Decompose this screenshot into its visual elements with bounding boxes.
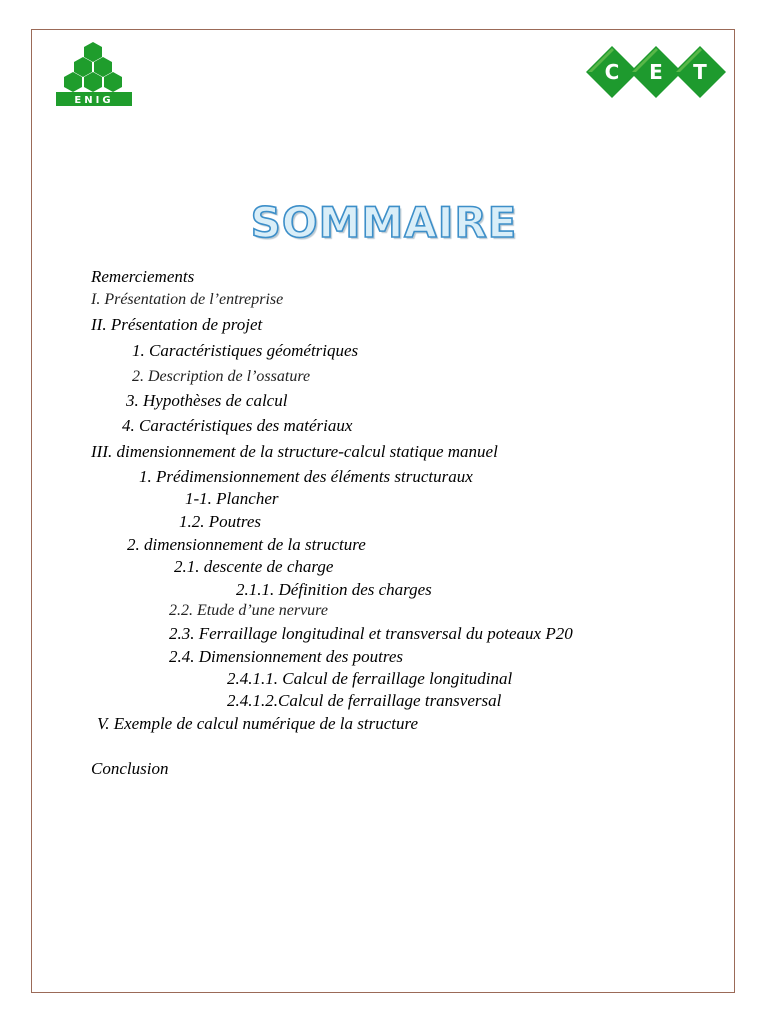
enig-logo-text: ENIG [74, 95, 114, 106]
toc-item: 2.4.1.2.Calcul de ferraillage transversal [227, 691, 502, 710]
toc-item: 1.2. Poutres [179, 512, 262, 531]
cet-letter-c: C [604, 60, 620, 84]
toc-item: II. Présentation de projet [91, 315, 263, 334]
toc-item: I. Présentation de l’entreprise [91, 291, 284, 308]
toc-item: 1. Prédimensionnement des éléments structuraux [139, 467, 473, 486]
toc-item: 4. Caractéristiques des matériaux [122, 416, 353, 435]
toc-item: Conclusion [91, 759, 169, 778]
toc-item: V. Exemple de calcul numérique de la structure [97, 714, 419, 733]
toc-item: 2. Description de l’ossature [132, 368, 311, 385]
toc-item: 2.1. descente de charge [174, 557, 334, 576]
toc-item: 1. Caractéristiques géométriques [132, 341, 359, 360]
toc-item: 1-1. Plancher [185, 489, 279, 508]
cet-letter-t: T [693, 60, 707, 84]
toc-item: 2.4. Dimensionnement des poutres [169, 647, 404, 666]
toc-item: 2.2. Etude d’une nervure [169, 602, 328, 619]
toc-item: 3. Hypothèses de calcul [126, 391, 288, 410]
page-title: SOMMAIRE [250, 198, 518, 247]
toc-item: 2.4.1.1. Calcul de ferraillage longitudinal [227, 669, 513, 688]
toc-item: III. dimensionnement de la structure-calcul statique manuel [91, 442, 498, 461]
toc-item: 2. dimensionnement de la structure [127, 535, 366, 554]
cet-letter-e: E [649, 60, 663, 84]
toc-item: Remerciements [91, 267, 195, 286]
toc-item: 2.1.1. Définition des charges [236, 580, 432, 599]
toc-item: 2.3. Ferraillage longitudinal et transversal du poteaux P20 [169, 624, 573, 643]
